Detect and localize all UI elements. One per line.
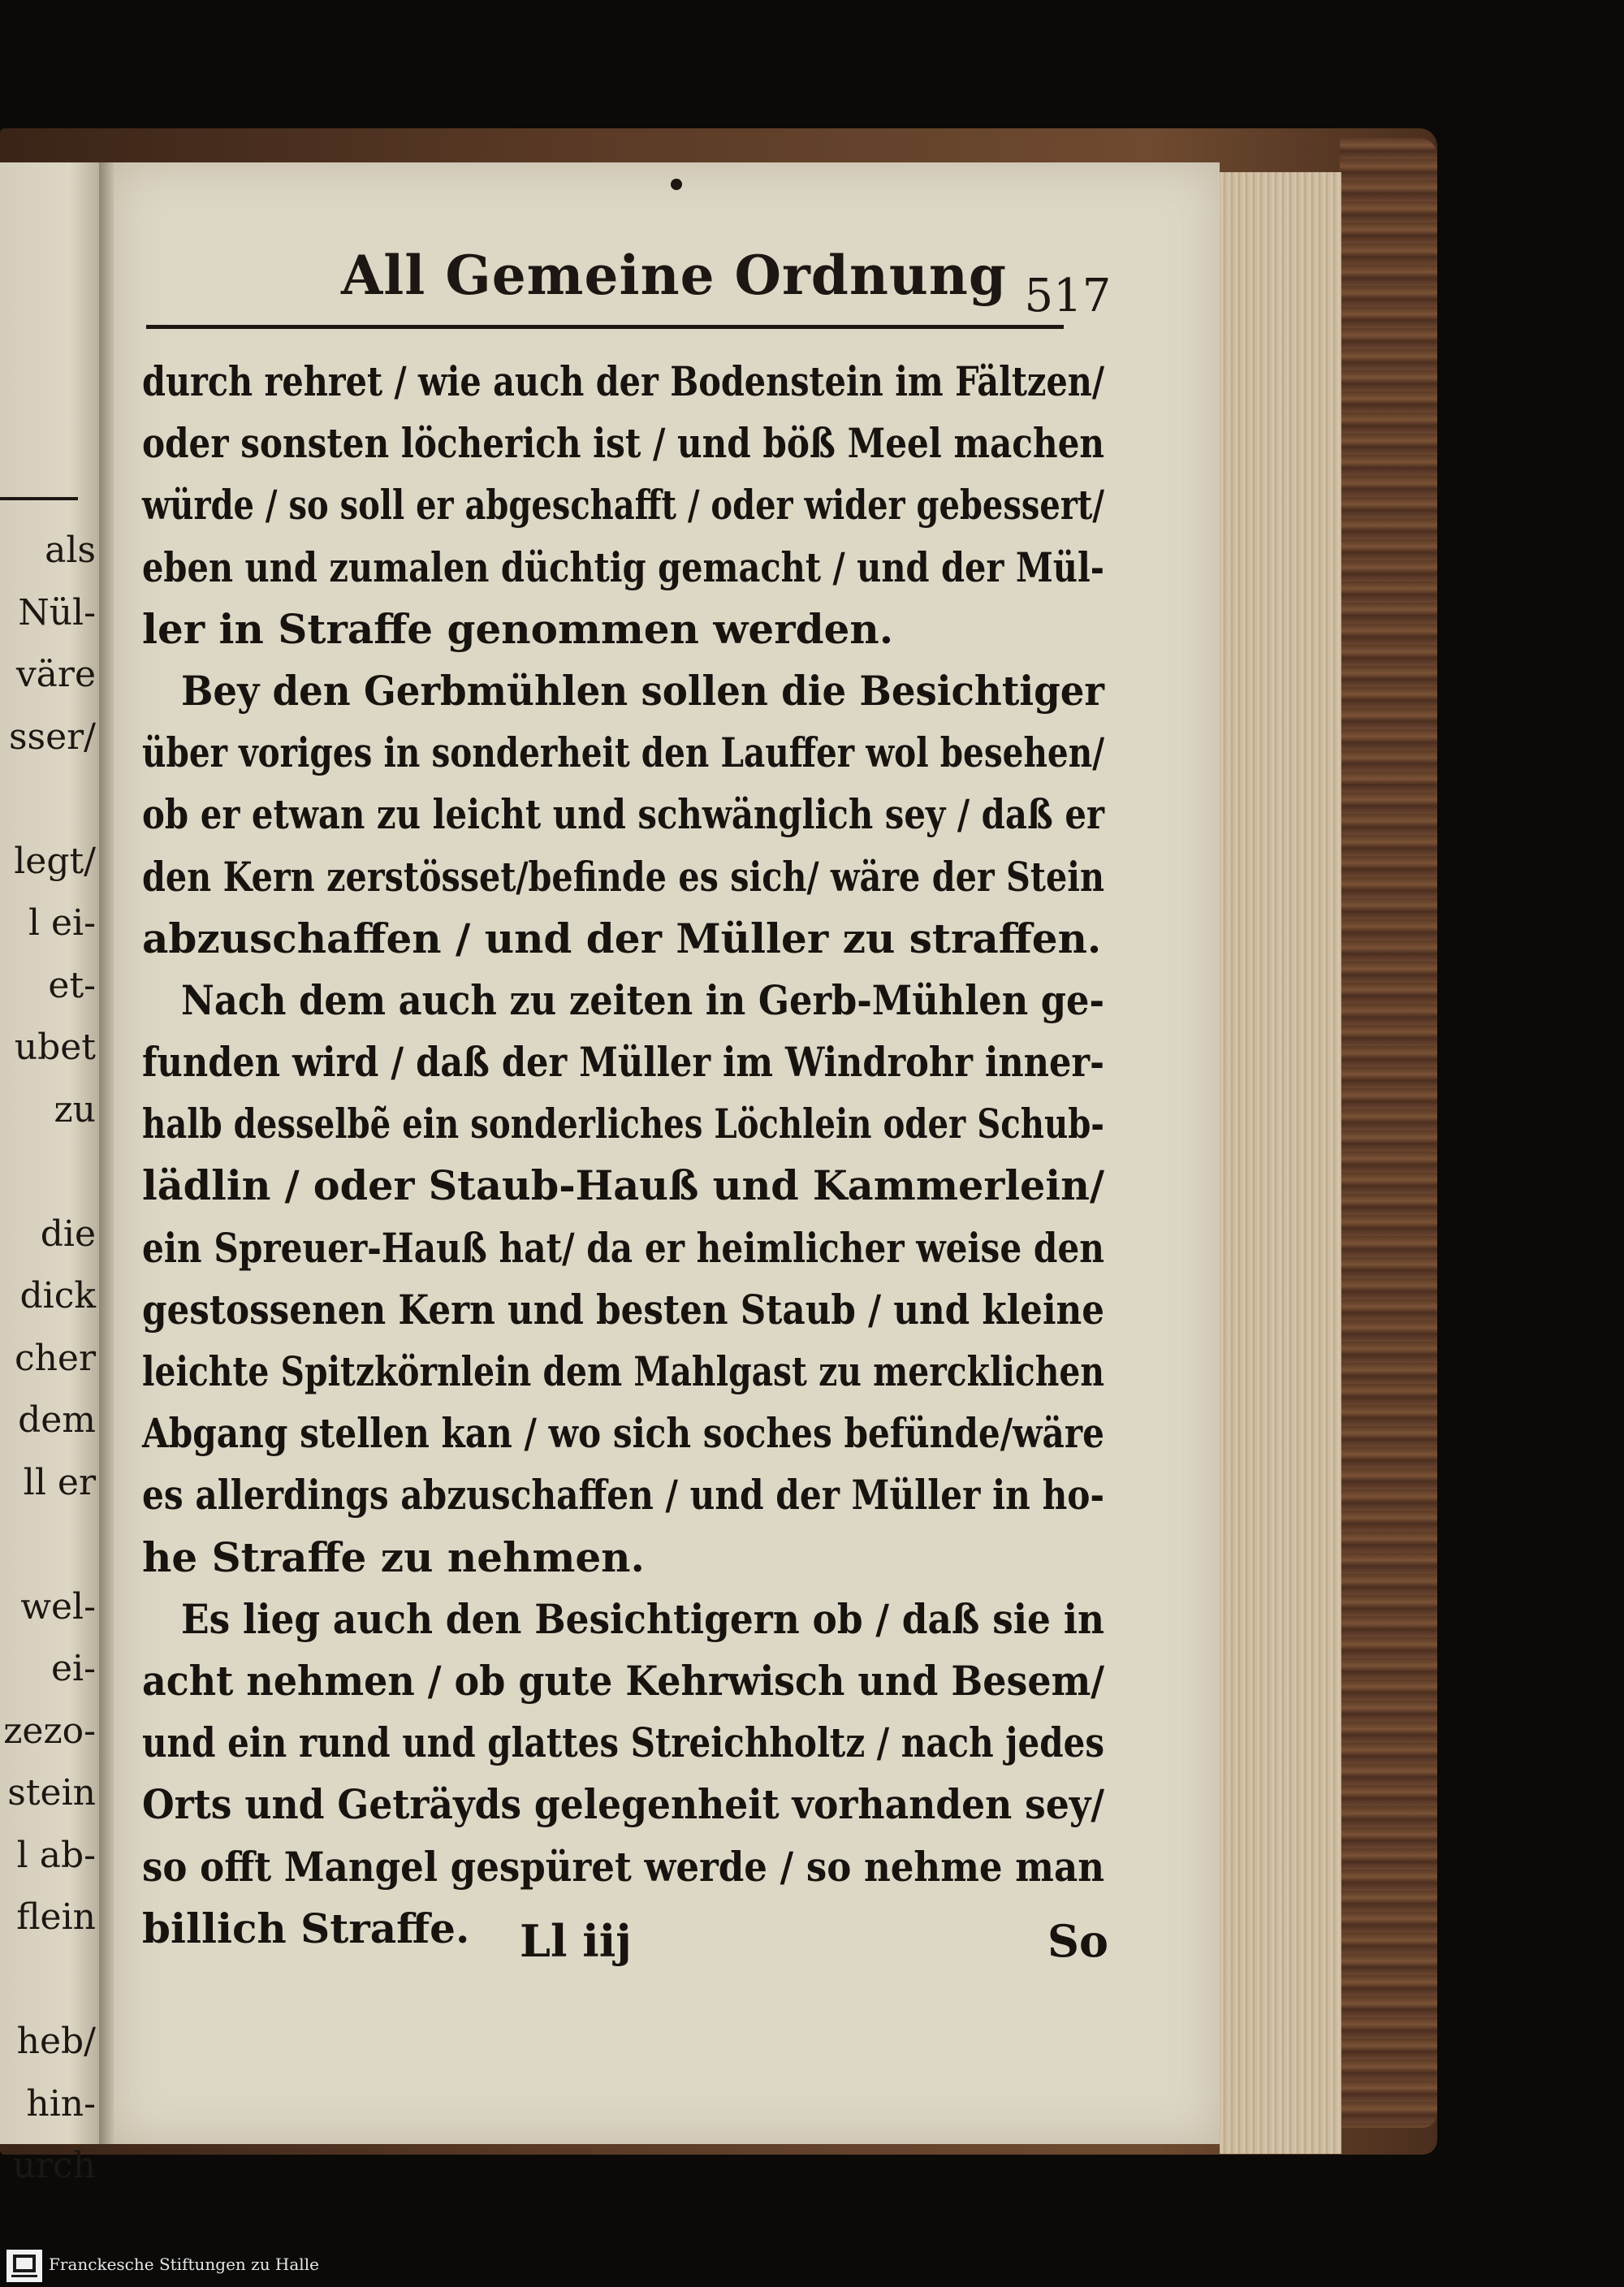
text-line: gestossenen Kern und besten Staub / und kleine	[142, 1285, 1104, 1334]
text-line: oder sonsten löcherich ist / und böß Meel machen	[142, 419, 1104, 468]
left-page-fragment: l ei-	[28, 902, 96, 944]
text-line: acht nehmen / ob gute Kehrwisch und Besem/	[142, 1656, 1104, 1705]
left-page	[0, 162, 99, 2186]
text-line: halb desselbẽ ein sonderliches Löchlein oder Schub-	[142, 1100, 1104, 1148]
text-line: lädlin / oder Staub-Hauß und Kammerlein/	[142, 1161, 1104, 1210]
left-page-fragment: ei-	[51, 1648, 96, 1689]
left-page-fragment: als	[45, 530, 96, 571]
left-page-fragment: sser/	[8, 715, 96, 758]
text-line: ein Spreuer-Hauß hat/ da er heimlicher weise den	[142, 1223, 1104, 1272]
text-line: Es lieg auch den Besichtigern ob / daß sie in	[181, 1594, 1104, 1643]
text-line: abzuschaffen / und der Müller zu straffen.	[142, 914, 1102, 962]
text-line: billich Straffe.	[142, 1904, 470, 1952]
left-page-fragment: urch	[12, 2145, 96, 2186]
page-edges	[1220, 172, 1341, 2154]
left-page-rule	[0, 497, 78, 500]
text-line: so offt Mangel gespüret werde / so nehme man	[142, 1842, 1104, 1891]
running-title: All Gemeine Ordnung	[341, 244, 1008, 307]
header-rule	[146, 325, 1064, 329]
left-page-text	[0, 520, 96, 2198]
book-spine-edge	[1340, 138, 1437, 2128]
left-page-fragment: heb/	[16, 2021, 96, 2062]
left-page-fragment: flein	[16, 1896, 96, 1938]
text-line: ob er etwan zu leicht und schwänglich sey / daß er	[142, 790, 1104, 839]
left-page-fragment: väre	[15, 654, 96, 695]
left-page-fragment	[0, 1949, 96, 2012]
left-page-fragment: die	[40, 1213, 96, 1255]
left-page-fragment: ubet	[14, 1027, 96, 1068]
text-line: Orts und Geträyds gelegenheit vorhanden sey/	[142, 1780, 1104, 1829]
text-line: und ein rund und glattes Streichholtz / nach jedes	[142, 1718, 1104, 1767]
left-page-fragment: Nül-	[18, 591, 96, 633]
left-page-fragment	[0, 1514, 96, 1576]
left-page-fragment: dem	[18, 1399, 96, 1441]
left-page-fragment: ll er	[23, 1461, 96, 1503]
page-number: 517	[1024, 270, 1112, 322]
text-line: über voriges in sonderheit den Lauffer wol besehen/	[142, 728, 1104, 777]
text-line: he Straffe zu nehmen.	[142, 1533, 645, 1581]
text-line: Nach dem auch zu zeiten in Gerb-Mühlen ge-	[181, 975, 1104, 1024]
catchword: So	[1047, 1915, 1108, 1967]
bullet-mark	[671, 179, 682, 190]
text-line: Bey den Gerbmühlen sollen die Besichtiger	[181, 666, 1104, 715]
left-page-fragment: l ab-	[16, 1834, 96, 1876]
left-page-fragment	[0, 1141, 96, 1204]
text-line: Abgang stellen kan / wo sich soches befünde/wäre	[142, 1409, 1104, 1458]
text-line: es allerdings abzuschaffen / und der Müller in ho-	[142, 1471, 1104, 1520]
text-line: den Kern zerstösset/befinde es sich/ wäre der Stein	[142, 852, 1104, 901]
left-page-fragment: wel-	[20, 1585, 96, 1628]
text-line: funden wird / daß der Müller im Windrohr inner-	[142, 1038, 1104, 1087]
institution-logo-icon	[6, 2250, 42, 2282]
left-page-fragment: zu	[54, 1088, 96, 1131]
left-page-fragment: legt/	[14, 840, 96, 882]
left-page-fragment: cher	[14, 1337, 96, 1379]
signature-mark: Ll iij	[520, 1915, 632, 1967]
left-page-fragment: et-	[48, 964, 96, 1006]
text-line: würde / so soll er abgeschafft / oder wider gebessert/	[142, 481, 1104, 530]
left-page-fragment	[0, 768, 96, 831]
institution-logo	[6, 2250, 42, 2282]
left-page-fragment: hin-	[26, 2082, 96, 2125]
text-line: durch rehret / wie auch der Bodenstein im Fältzen/	[142, 357, 1104, 405]
body-text	[142, 351, 1104, 1960]
text-line: ler in Straffe genommen werden.	[142, 604, 894, 653]
text-line: eben und zumalen düchtig gemacht / und der Mül-	[142, 543, 1104, 591]
institution-name: Franckesche Stiftungen zu Halle	[49, 2255, 319, 2274]
text-line: leichte Spitzkörnlein dem Mahlgast zu mercklichen	[142, 1347, 1104, 1395]
left-page-fragment: dick	[19, 1275, 96, 1316]
left-page-fragment: stein	[7, 1772, 96, 1814]
left-page-fragment: zezo-	[3, 1710, 96, 1752]
